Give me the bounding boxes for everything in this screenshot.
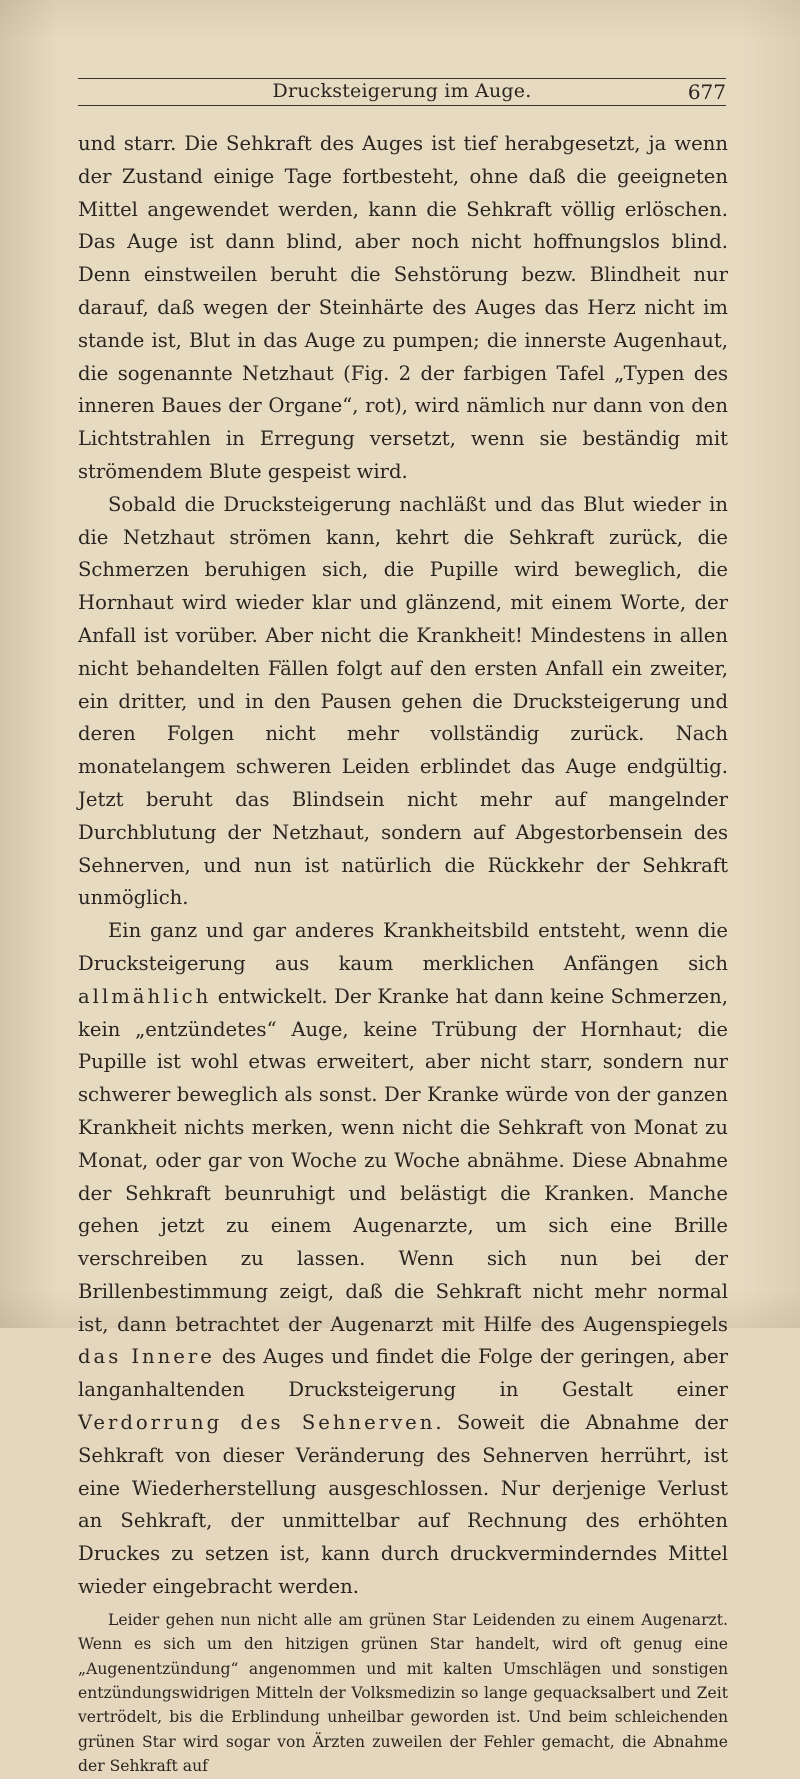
paragraph-text: Sobald die Drucksteigerung nachläßt und das Blut wieder in die Netzhaut strömen kann, kehrt die Sehkraft zurück, die Schmerzen beruhigen sich, die Pupille wird beweglich, die Hornhaut wird wieder klar und glänzend, mit einem Worte, der Anfall ist vorüber. Aber nicht die Krankheit! Mindestens in allen nicht behandelten Fällen folgt auf den ersten Anfall ein zweiter, ein dritter, und in den Pausen gehen die Drucksteigerung und deren Folgen nicht mehr vollständig zurück. Nach monatelangem schweren Leiden erblindet das Auge endgültig. Jetzt beruht das Blindsein nicht mehr auf mangelnder Durchblutung der Netzhaut, sondern auf Abgestorbensein des Sehnerven, und nun ist natürlich die Rückkehr der Sehkraft unmöglich.	[78, 492, 728, 910]
paragraph-text: Ein ganz und gar anderes Krankheitsbild entsteht, wenn die Drucksteigerung aus kaum merklichen Anfängen sich	[78, 919, 728, 975]
paragraph	[78, 128, 728, 489]
page-header	[78, 78, 726, 108]
paragraph	[78, 915, 728, 1604]
emphasized-text: Verdorrung des Sehnerven	[78, 1411, 436, 1435]
paragraph	[78, 489, 728, 915]
running-title: Drucksteigerung im Auge.	[272, 80, 532, 102]
footnote: Leider gehen nun nicht alle am grünen Star Leidenden zu einem Augenarzt. Wenn es sich um den hitzigen grünen Star handelt, wird oft genug eine „Augenentzündung“ angenommen und mit kalten Umschlägen und sonstigen entzündungswidrigen Mitteln der Volksmedizin so lange gequacksalbert und Zeit vertrödelt, bis die Erblindung unheilbar geworden ist. Und beim schleichenden grünen Star wird sogar von Ärzten zuweilen der Fehler gemacht, die Abnahme der Sehkraft auf	[78, 1610, 728, 1776]
emphasized-text: das Innere	[78, 1345, 215, 1369]
page-number: 677	[687, 80, 726, 104]
paragraph-text: entwickelt. Der Kranke hat dann keine Schmerzen, kein „entzündetes“ Auge, keine Trübung der Hornhaut; die Pupille ist wohl etwas erweitert, aber nicht starr, sondern nur schwerer beweglich als sonst. Der Kranke würde von der ganzen Krankheit nichts merken, wenn nicht die Sehkraft von Monat zu Monat, oder gar von Woche zu Woche abnähme. Diese Abnahme der Sehkraft beunruhigt und belästigt die Kranken. Manche gehen jetzt zu einem Augenarzte, um sich eine Brille verschreiben zu lassen. Wenn sich nun bei der Brillenbestimmung zeigt, daß die Sehkraft nicht mehr normal ist, dann betrachtet der Augenarzt mit Hilfe des Augenspiegels	[78, 984, 728, 1336]
paragraph-text: des Auges und findet die Folge der geringen, aber langanhaltenden Drucksteigerung in Gestalt einer	[78, 1345, 729, 1402]
header-rule	[78, 78, 726, 79]
paragraph-text: und starr. Die Sehkraft des Auges ist tief herabgesetzt, ja wenn der Zustand einige Tage fortbesteht, ohne daß die geeigneten Mittel angewendet werden, kann die Sehkraft völlig erlöschen. Das Auge ist dann blind, aber noch nicht hoffnungslos blind. Denn einstweilen beruht die Sehstörung bezw. Blindheit nur darauf, daß wegen der Steinhärte des Auges das Herz nicht im stande ist, Blut in das Auge zu pumpen; die innerste Augenhaut, die sogenannte Netzhaut (Fig. 2 der farbigen Tafel „Typen des inneren Baues der Organe“, rot), wird nämlich nur dann von den Lichtstrahlen in Erregung versetzt, wenn sie beständig mit strömendem Blute gespeist wird.	[78, 132, 728, 483]
body-text	[78, 128, 728, 1779]
header-rule-bottom	[78, 105, 726, 106]
emphasized-text: allmählich	[78, 984, 212, 1008]
paragraph-text: . Soweit die Abnahme der Sehkraft von dieser Veränderung des Sehnerven herrührt, ist eine Wiederherstellung ausgeschlossen. Nur derjenige Verlust an Sehkraft, der unmittelbar auf Rechnung des erhöhten Druckes zu setzen ist, kann durch druckverminderndes Mittel wieder eingebracht werden.	[78, 1411, 728, 1599]
